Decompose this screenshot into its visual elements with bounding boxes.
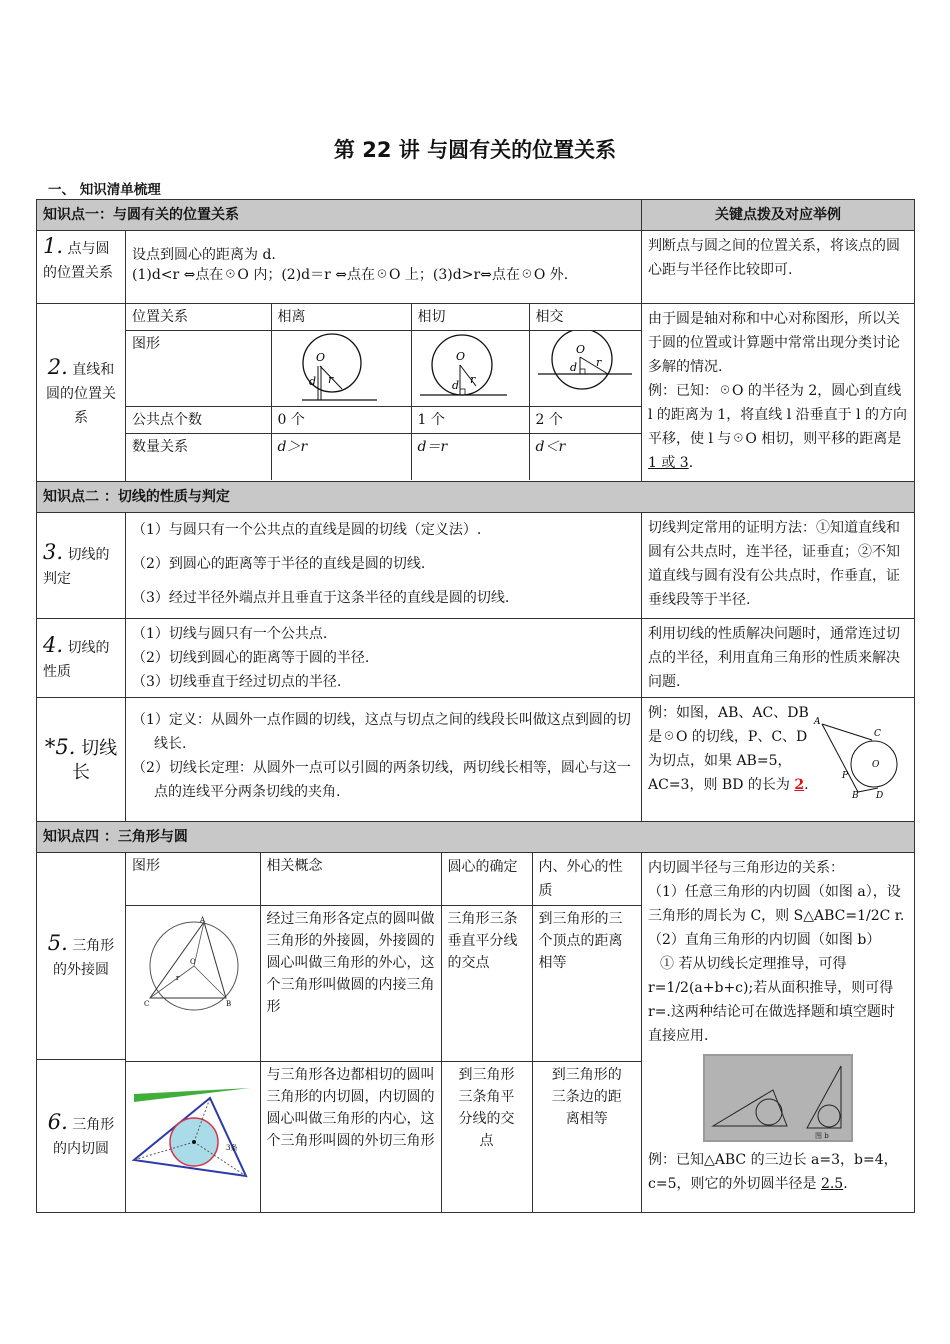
svg-text:B: B <box>226 1000 232 1008</box>
point-circle-content: 设点到圆心的距离为 d. (1)d<r ⇔点在☉O 内；(2)d＝r ⇔点在☉O 上；(3)d>r⇔点在☉O 外. <box>126 231 642 304</box>
figure-tangent <box>411 331 529 407</box>
header-point-one: 知识点一：与圆有关的位置关系 <box>37 200 642 231</box>
tangent-judge-tip: 切线判定常用的证明方法：①知道直线和圆有公共点时，连半径，证垂直；②不知道直线与圆有没有公共点时，作垂直，证垂线段等于半径. <box>642 513 915 619</box>
tangent-prop-content: （1）切线与圆只有一个公共点. （2）切线到圆心的距离等于圆的半径. （3）切线垂直于经过切点的半径. <box>126 619 642 698</box>
svg-text:O: O <box>190 958 196 966</box>
header-tips: 关键点拨及对应举例 <box>642 200 915 231</box>
tangent-judge-label: 3. 切线的判定 <box>37 513 126 619</box>
svg-text:O: O <box>575 343 585 356</box>
svg-text:r: r <box>595 356 601 369</box>
knowledge-table <box>36 199 915 1213</box>
svg-text:O: O <box>455 350 465 363</box>
tangent-prop-label: 4. 切线的性质 <box>37 619 126 698</box>
line-circle-label: 2. 直线和圆的位置关系 <box>37 304 126 482</box>
page-title: 第 22 讲 与圆有关的位置关系 <box>333 138 617 162</box>
figure-separate <box>271 331 411 407</box>
svg-text:B: B <box>852 791 859 798</box>
figure-intersect <box>529 331 641 407</box>
answer: 1 或 3 <box>648 455 689 471</box>
point-circle-tip: 判断点与圆之间的位置关系，将该点的圆心距与半径作比较即可. <box>642 231 915 304</box>
tangent-length-figure <box>812 714 904 798</box>
triangle-labels <box>37 853 126 1213</box>
outer-circle-label: 5. 三角形的外接圆 <box>37 853 125 1060</box>
svg-text:O: O <box>872 760 880 770</box>
svg-text:P: P <box>842 771 849 781</box>
inner-circle-label: 6. 三角形的内切圆 <box>47 1109 115 1157</box>
textbook-photo <box>648 1054 908 1142</box>
tangent-judge-content: （1）与圆只有一个公共点的直线是圆的切线（定义法）. （2）到圆心的距离等于半径的直线是圆的切线. （3）经过半径外端点并且垂直于这条半径的直线是圆的切线. <box>126 513 642 619</box>
outer-circle-figure <box>126 906 260 1062</box>
svg-text:A: A <box>200 916 206 924</box>
line-circle-content <box>126 304 642 482</box>
line-circle-tip: 由于圆是轴对称和中心对称图形，所以关于圆的位置或计算题中常常出现分类讨论多解的情况. 例：已知：☉O 的半径为 2，圆心到直线 l 的距离为 1，将直线 l 沿垂直于 l 的方向平移，使 l 与☉O 相切，则平移的距离是 1 或 3. <box>642 304 915 482</box>
svg-text:r: r <box>469 373 475 386</box>
row-number: 1. <box>43 234 64 258</box>
triangle-tip: 内切圆半径与三角形边的关系： （1）任意三角形的内切圆（如图 a），设三角形的周长为 C，则 S△ABC=1/2C r. （2）直角三角形的内切圆（如图 b） ① 若从切线长定理推导，可得 r=1/2(a+b+c);若从面积推导，则可得 r=.这两种结论可在做选择题和填空题时直接应用. 图 b 例：已知△ABC 的三边长 a=3，b=4，c=5，则它的外切圆半径是 2.5. <box>642 853 915 1213</box>
inner-circle-figure <box>126 1062 260 1212</box>
triangle-table: 图形 相关概念 圆心的确定 内、外心的性质 A C B O r 经过三角形各定点的圆叫做三角形的外接圆，外接圆的圆心叫做三角形的外心，这个三角形叫做圆的内接三角形 三角形三条垂直平分线的交点 到三角形的三个顶点的距离相等 3条 与三角形各边都相切的圆叫三角形的内切圆，内切圆的圆心叫做三角形的内心，这个三角形叫圆的外切三角形 到三角形三条角平分线的交点 到三角形的三条边的距离相等 <box>126 853 641 1212</box>
svg-text:r: r <box>176 974 180 982</box>
svg-text:3条: 3条 <box>226 1144 238 1152</box>
point-circle-label: 1. 点与圆的位置关系 <box>37 231 126 304</box>
svg-text:O: O <box>315 351 325 364</box>
svg-text:d: d <box>451 379 459 392</box>
tangent-prop-tip: 利用切线的性质解决问题时，通常连过切点的半径，利用直角三角形的性质来解决问题. <box>642 619 915 698</box>
svg-text:A: A <box>814 717 821 727</box>
svg-text:D: D <box>876 791 884 798</box>
line-circle-table: 位置关系 相离 相切 相交 图形 O d r O d r O d r 公共点个数 0 个 1 个 2 个 数量关系 d＞r d＝r d＜r <box>126 304 641 480</box>
tangent-length-label: *5. 切线长 <box>37 698 126 822</box>
answer: 2.5 <box>820 1176 844 1192</box>
svg-text:C: C <box>144 1000 150 1008</box>
answer: 2 <box>794 777 805 793</box>
svg-text:d: d <box>308 375 316 388</box>
header-point-two: 知识点二 ：切线的性质与判定 <box>37 482 915 513</box>
svg-text:图 b: 图 b <box>815 1132 829 1140</box>
svg-text:d: d <box>569 361 577 374</box>
svg-text:C: C <box>874 729 881 739</box>
tangent-length-tip: 例：如图，AB、AC、DB 是☉O 的切线，P、C、D 为切点，如果 AB=5，AC=3，则 BD 的长为 2. A C P B D O <box>642 698 915 822</box>
svg-text:r: r <box>327 373 333 386</box>
header-point-four: 知识点四 ：三角形与圆 <box>37 822 915 853</box>
tangent-length-content: （1）定义：从圆外一点作圆的切线，这点与切点之间的线段长叫做这点到圆的切线长. （2）切线长定理：从圆外一点可以引圆的两条切线，两切线长相等，圆心与这一点的连线平分两条切线的夹角. <box>126 698 642 822</box>
section-heading: 一、 知识清单梳理 <box>48 182 161 198</box>
triangle-content <box>126 853 642 1213</box>
